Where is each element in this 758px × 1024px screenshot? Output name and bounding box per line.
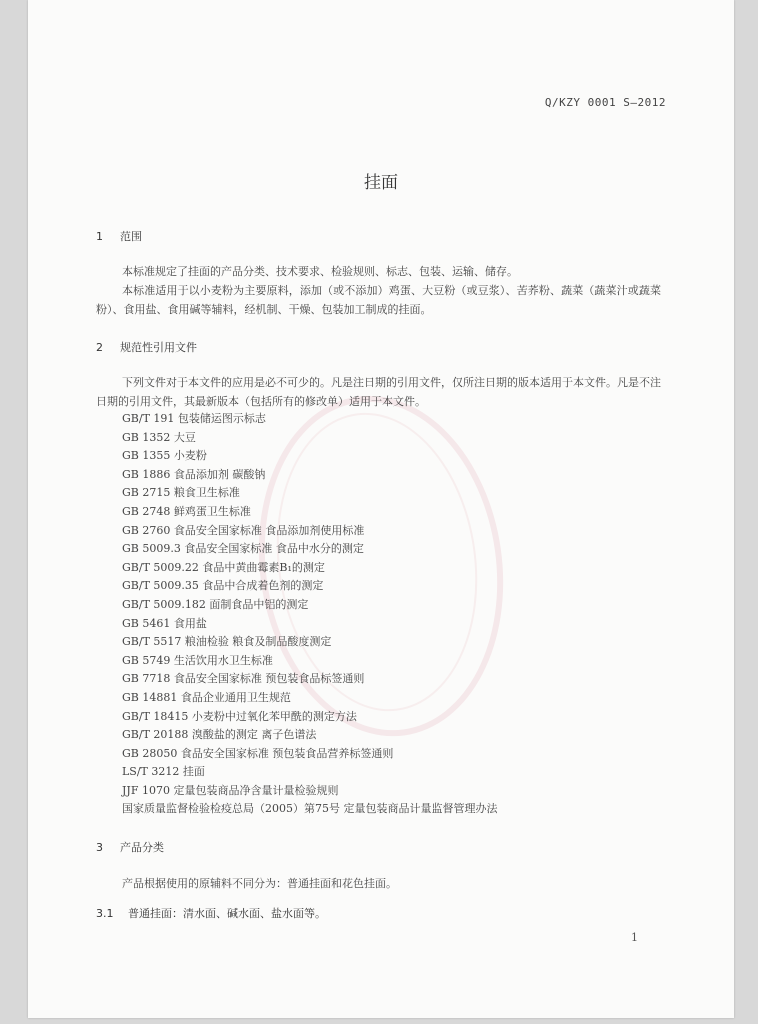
section-title: 产品分类 bbox=[120, 841, 164, 854]
reference-item: GB 1886 食品添加剂 碳酸钠 bbox=[122, 467, 266, 481]
section-1-heading bbox=[96, 228, 142, 244]
section-1-paragraph-2: 本标准适用于以小麦粉为主要原料，添加（或不添加）鸡蛋、大豆粉（或豆浆）、苦荞粉、蔬菜（蔬菜汁或蔬菜粉）、食用盐、食用碱等辅料，经机制、干燥、包装加工制成的挂面。 bbox=[96, 284, 661, 316]
reference-item: GB 7718 食品安全国家标准 预包装食品标签通则 bbox=[122, 672, 365, 686]
reference-item: GB 14881 食品企业通用卫生规范 bbox=[122, 690, 291, 704]
reference-item: GB 28050 食品安全国家标准 预包装食品营养标签通则 bbox=[122, 746, 394, 760]
reference-item: GB 1355 小麦粉 bbox=[122, 449, 207, 463]
reference-item: GB/T 5517 粮油检验 粮食及制品酸度测定 bbox=[122, 635, 332, 649]
section-2-heading bbox=[96, 339, 197, 355]
reference-item: GB 2760 食品安全国家标准 食品添加剂使用标准 bbox=[122, 523, 365, 537]
section-number: 2 bbox=[96, 341, 103, 354]
reference-item: GB 5461 食用盐 bbox=[122, 616, 207, 630]
section-3-intro: 产品根据使用的原辅料不同分为：普通挂面和花色挂面。 bbox=[122, 877, 397, 890]
reference-item: GB/T 20188 溴酸盐的测定 离子色谱法 bbox=[122, 728, 317, 742]
section-title: 规范性引用文件 bbox=[120, 341, 197, 354]
section-title: 范围 bbox=[120, 230, 142, 243]
document-code: Q/KZY 0001 S—2012 bbox=[544, 96, 666, 109]
section-2-intro: 下列文件对于本文件的应用是必不可少的。凡是注日期的引用文件，仅所注日期的版本适用于本文件。凡是不注日期的引用文件，其最新版本（包括所有的修改单）适用于本文件。 bbox=[96, 376, 661, 408]
reference-item: GB/T 18415 小麦粉中过氧化苯甲酰的测定方法 bbox=[122, 709, 357, 723]
reference-item: GB 2748 鲜鸡蛋卫生标准 bbox=[122, 504, 251, 518]
subsection-number: 3.1 bbox=[96, 907, 114, 920]
reference-item: GB 5009.3 食品安全国家标准 食品中水分的测定 bbox=[122, 542, 364, 556]
reference-item: GB 5749 生活饮用水卫生标准 bbox=[122, 653, 273, 667]
document-title: 挂面 bbox=[364, 173, 398, 193]
reference-item: JJF 1070 定量包装商品净含量计量检验规则 bbox=[122, 783, 339, 797]
reference-item: 国家质量监督检验检疫总局（2005）第75号 定量包装商品计量监督管理办法 bbox=[122, 802, 498, 816]
section-3-heading bbox=[96, 839, 164, 855]
reference-item: GB/T 5009.35 食品中合成着色剂的测定 bbox=[122, 579, 324, 593]
section-1-paragraph-1: 本标准规定了挂面的产品分类、技术要求、检验规则、标志、包装、运输、储存。 bbox=[122, 265, 518, 278]
section-number: 3 bbox=[96, 841, 103, 854]
subsection-text: 普通挂面：清水面、碱水面、盐水面等。 bbox=[128, 907, 326, 920]
reference-item: GB 2715 粮食卫生标准 bbox=[122, 486, 240, 500]
reference-item: GB/T 5009.182 面制食品中铝的测定 bbox=[122, 597, 309, 611]
reference-item: GB/T 191 包装储运图示标志 bbox=[122, 412, 266, 425]
reference-item: GB/T 5009.22 食品中黄曲霉素B₁的测定 bbox=[122, 560, 325, 574]
section-number: 1 bbox=[96, 230, 103, 243]
reference-item: GB 1352 大豆 bbox=[122, 430, 196, 444]
document-page bbox=[28, 0, 734, 1018]
reference-item: LS/T 3212 挂面 bbox=[122, 765, 205, 779]
page-number: 1 bbox=[631, 931, 638, 944]
normative-references-list bbox=[122, 410, 642, 819]
subsection-3-1 bbox=[96, 905, 326, 921]
